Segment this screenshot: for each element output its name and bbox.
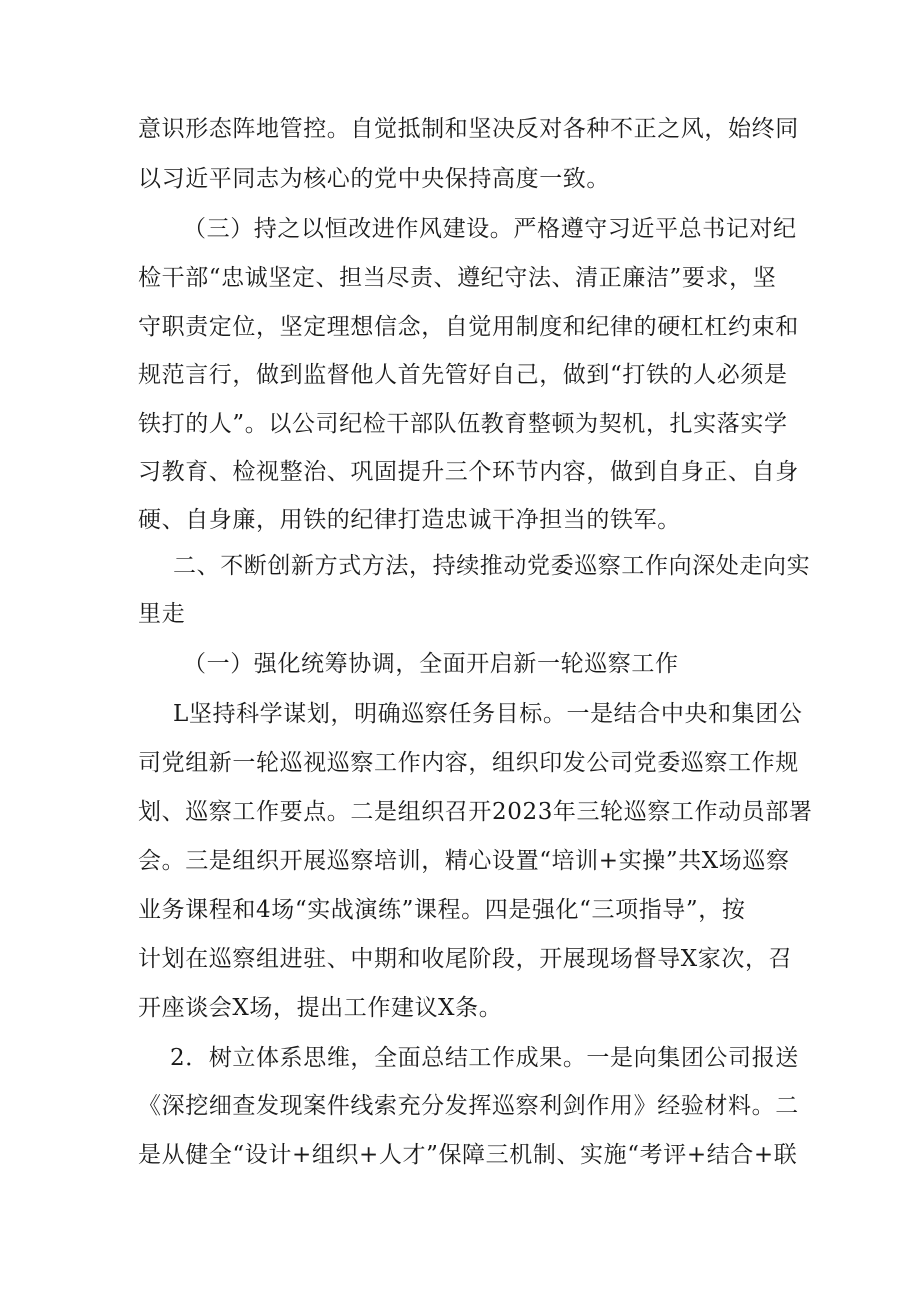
item-2-line: 2．树立体系思维，全面总结工作成果。一是向集团公司报送 [170,1045,799,1071]
text-line: 司党组新一轮巡视巡察工作内容，组织印发公司党委巡察工作规 [138,750,799,776]
text-line: 硬、自身廉，用铁的纪律打造忠诚干净担当的铁军。 [138,507,681,533]
text-line: 会。三是组织开展巡察培训，精心设置“培训+实操”共X场巡察 [138,848,790,874]
text-line: 检干部“忠诚坚定、担当尽责、遵纪守法、清正廉洁”要求，坚 [138,265,777,291]
text-line: 开座谈会X场，提出工作建议X条。 [138,995,503,1021]
text-line: 规范言行，做到监督他人首先管好自己，做到“打铁的人必须是 [138,362,788,388]
text-line: 习教育、检视整治、巩固提升三个环节内容，做到自身正、自身 [138,459,799,485]
text-line: 以习近平同志为核心的党中央保持高度一致。 [138,166,610,192]
text-line: 计划在巡察组进驻、中期和收尾阶段，开展现场督导X家次，召 [138,946,793,972]
text-line: 划、巡察工作要点。二是组织召开2023年三轮巡察工作动员部署 [138,799,813,825]
text-line: 《深挖细查发现案件线索充分发挥巡察利剑作用》经验材料。二 [138,1093,799,1119]
text-line: 意识形态阵地管控。自觉抵制和坚决反对各种不正之风，始终同 [138,116,799,142]
section-heading-3: （三）持之以恒改进作风建设。严格遵守习近平总书记对纪 [183,216,797,242]
section-heading-1: （一）强化统筹协调，全面开启新一轮巡察工作 [183,651,679,677]
chapter-heading-2: 二、不断创新方式方法，持续推动党委巡察工作向深处走向实 [173,553,811,579]
text-line: 守职责定位，坚定理想信念，自觉用制度和纪律的硬杠杠约束和 [138,314,799,340]
text-line: 铁打的人”。以公司纪检干部队伍教育整顿为契机，扎实落实学 [138,411,788,437]
text-line: 业务课程和4场“实战演练”课程。四是强化“三项指导”，按 [138,897,746,923]
text-line: 是从健全“设计+组织+人才”保障三机制、实施“考评+结合+联 [138,1142,798,1168]
chapter-heading-2-cont: 里走 [138,601,186,627]
item-1-line: L坚持科学谋划，明确巡察任务目标。一是结合中央和集团公 [173,701,803,727]
